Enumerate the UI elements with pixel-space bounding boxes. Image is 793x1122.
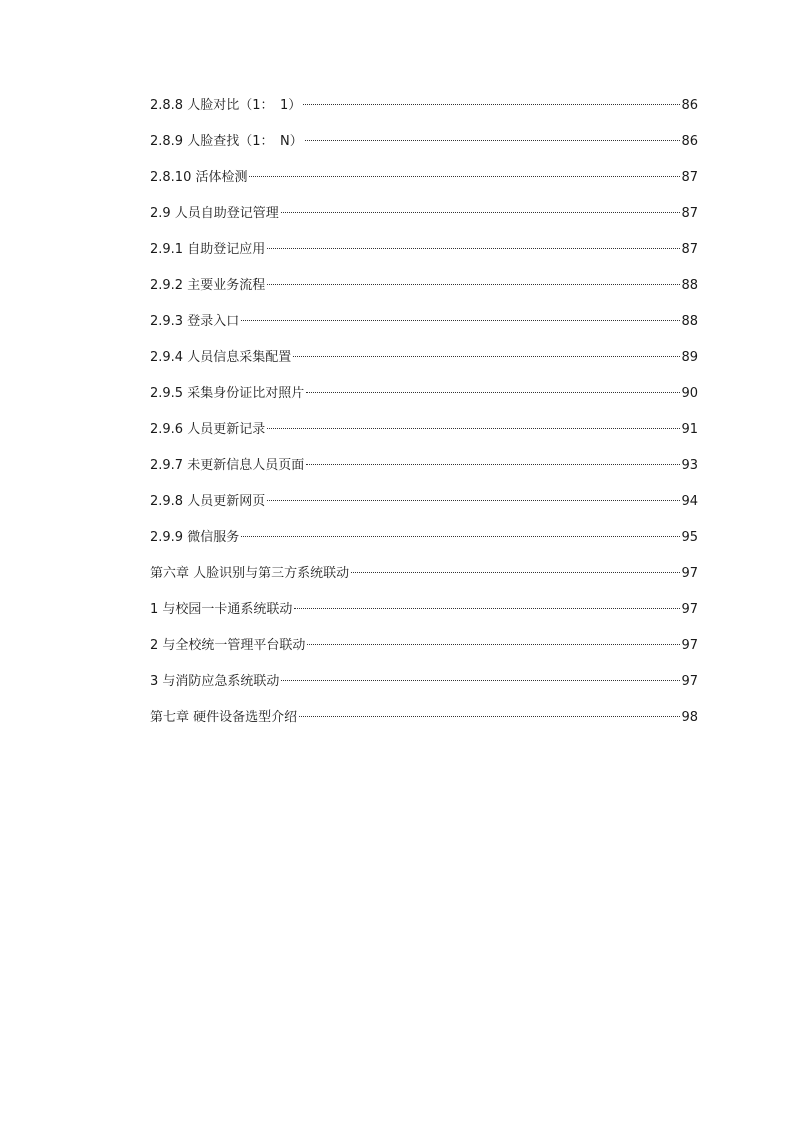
toc-entry-title: 2.9.7 未更新信息人员页面 <box>150 458 305 473</box>
toc-entry[interactable] <box>150 312 698 348</box>
toc-leader-dots <box>267 428 680 429</box>
toc-entry[interactable] <box>150 132 698 168</box>
toc-entry-title: 2.8.10 活体检测 <box>150 170 248 185</box>
toc-entry-title: 2.9.3 登录入口 <box>150 314 240 329</box>
toc-leader-dots <box>293 356 680 357</box>
toc-entry-title: 2.9 人员自助登记管理 <box>150 206 279 221</box>
toc-leader-dots <box>306 464 680 465</box>
toc-entry-title: 2.9.4 人员信息采集配置 <box>150 350 292 365</box>
toc-leader-dots <box>281 212 681 213</box>
toc-entry[interactable] <box>150 456 698 492</box>
toc-entry-page: 91 <box>681 422 698 437</box>
toc-entry-title: 第六章 人脸识别与第三方系统联动 <box>150 566 350 581</box>
toc-entry-title: 2 与全校统一管理平台联动 <box>150 638 306 653</box>
toc-entry-title: 2.9.9 微信服务 <box>150 530 240 545</box>
toc-entry-title: 2.9.8 人员更新网页 <box>150 494 266 509</box>
toc-entry-page: 93 <box>681 458 698 473</box>
toc-entry[interactable] <box>150 240 698 276</box>
toc-entry-page: 88 <box>681 278 698 293</box>
toc-entry-page: 90 <box>681 386 698 401</box>
toc-entry[interactable] <box>150 672 698 708</box>
toc-entry-title: 第七章 硬件设备选型介绍 <box>150 710 298 725</box>
toc-leader-dots <box>303 104 680 105</box>
toc-entry-title: 2.9.6 人员更新记录 <box>150 422 266 437</box>
toc-leader-dots <box>281 680 680 681</box>
toc-entry-title: 3 与消防应急系统联动 <box>150 674 280 689</box>
toc-entry-page: 88 <box>681 314 698 329</box>
toc-entry-title: 2.9.2 主要业务流程 <box>150 278 266 293</box>
toc-entry[interactable] <box>150 636 698 672</box>
toc-entry[interactable] <box>150 276 698 312</box>
toc-leader-dots <box>307 644 680 645</box>
table-of-contents <box>150 96 698 744</box>
toc-entry-page: 95 <box>681 530 698 545</box>
toc-entry-page: 98 <box>681 710 698 725</box>
toc-entry[interactable] <box>150 384 698 420</box>
toc-entry-title: 2.9.5 采集身份证比对照片 <box>150 386 305 401</box>
toc-leader-dots <box>267 284 680 285</box>
toc-entry-page: 86 <box>681 98 698 113</box>
toc-entry-page: 87 <box>681 170 698 185</box>
toc-entry-page: 97 <box>681 674 698 689</box>
toc-leader-dots <box>267 248 680 249</box>
toc-entry-title: 1 与校园一卡通系统联动 <box>150 602 293 617</box>
toc-entry-title: 2.8.8 人脸对比（1： 1） <box>150 98 302 113</box>
toc-entry-title: 2.8.9 人脸查找（1： N） <box>150 134 303 149</box>
toc-entry-page: 94 <box>681 494 698 509</box>
toc-entry-page: 87 <box>681 242 698 257</box>
toc-leader-dots <box>267 500 680 501</box>
toc-entry[interactable] <box>150 168 698 204</box>
toc-entry[interactable] <box>150 420 698 456</box>
toc-leader-dots <box>294 608 680 609</box>
toc-entry[interactable] <box>150 600 698 636</box>
toc-entry[interactable] <box>150 492 698 528</box>
toc-entry[interactable] <box>150 204 698 240</box>
toc-entry[interactable] <box>150 348 698 384</box>
toc-entry-page: 97 <box>681 602 698 617</box>
toc-leader-dots <box>306 392 680 393</box>
toc-entry-page: 97 <box>681 566 698 581</box>
toc-entry[interactable] <box>150 708 698 744</box>
toc-leader-dots <box>305 140 681 141</box>
toc-entry[interactable] <box>150 564 698 600</box>
toc-leader-dots <box>241 320 680 321</box>
toc-leader-dots <box>299 716 680 717</box>
toc-entry-title: 2.9.1 自助登记应用 <box>150 242 266 257</box>
toc-entry-page: 87 <box>681 206 698 221</box>
toc-entry-page: 97 <box>681 638 698 653</box>
toc-leader-dots <box>241 536 680 537</box>
toc-leader-dots <box>351 572 680 573</box>
toc-entry[interactable] <box>150 96 698 132</box>
toc-entry-page: 89 <box>681 350 698 365</box>
toc-entry[interactable] <box>150 528 698 564</box>
toc-entry-page: 86 <box>681 134 698 149</box>
toc-leader-dots <box>249 176 680 177</box>
